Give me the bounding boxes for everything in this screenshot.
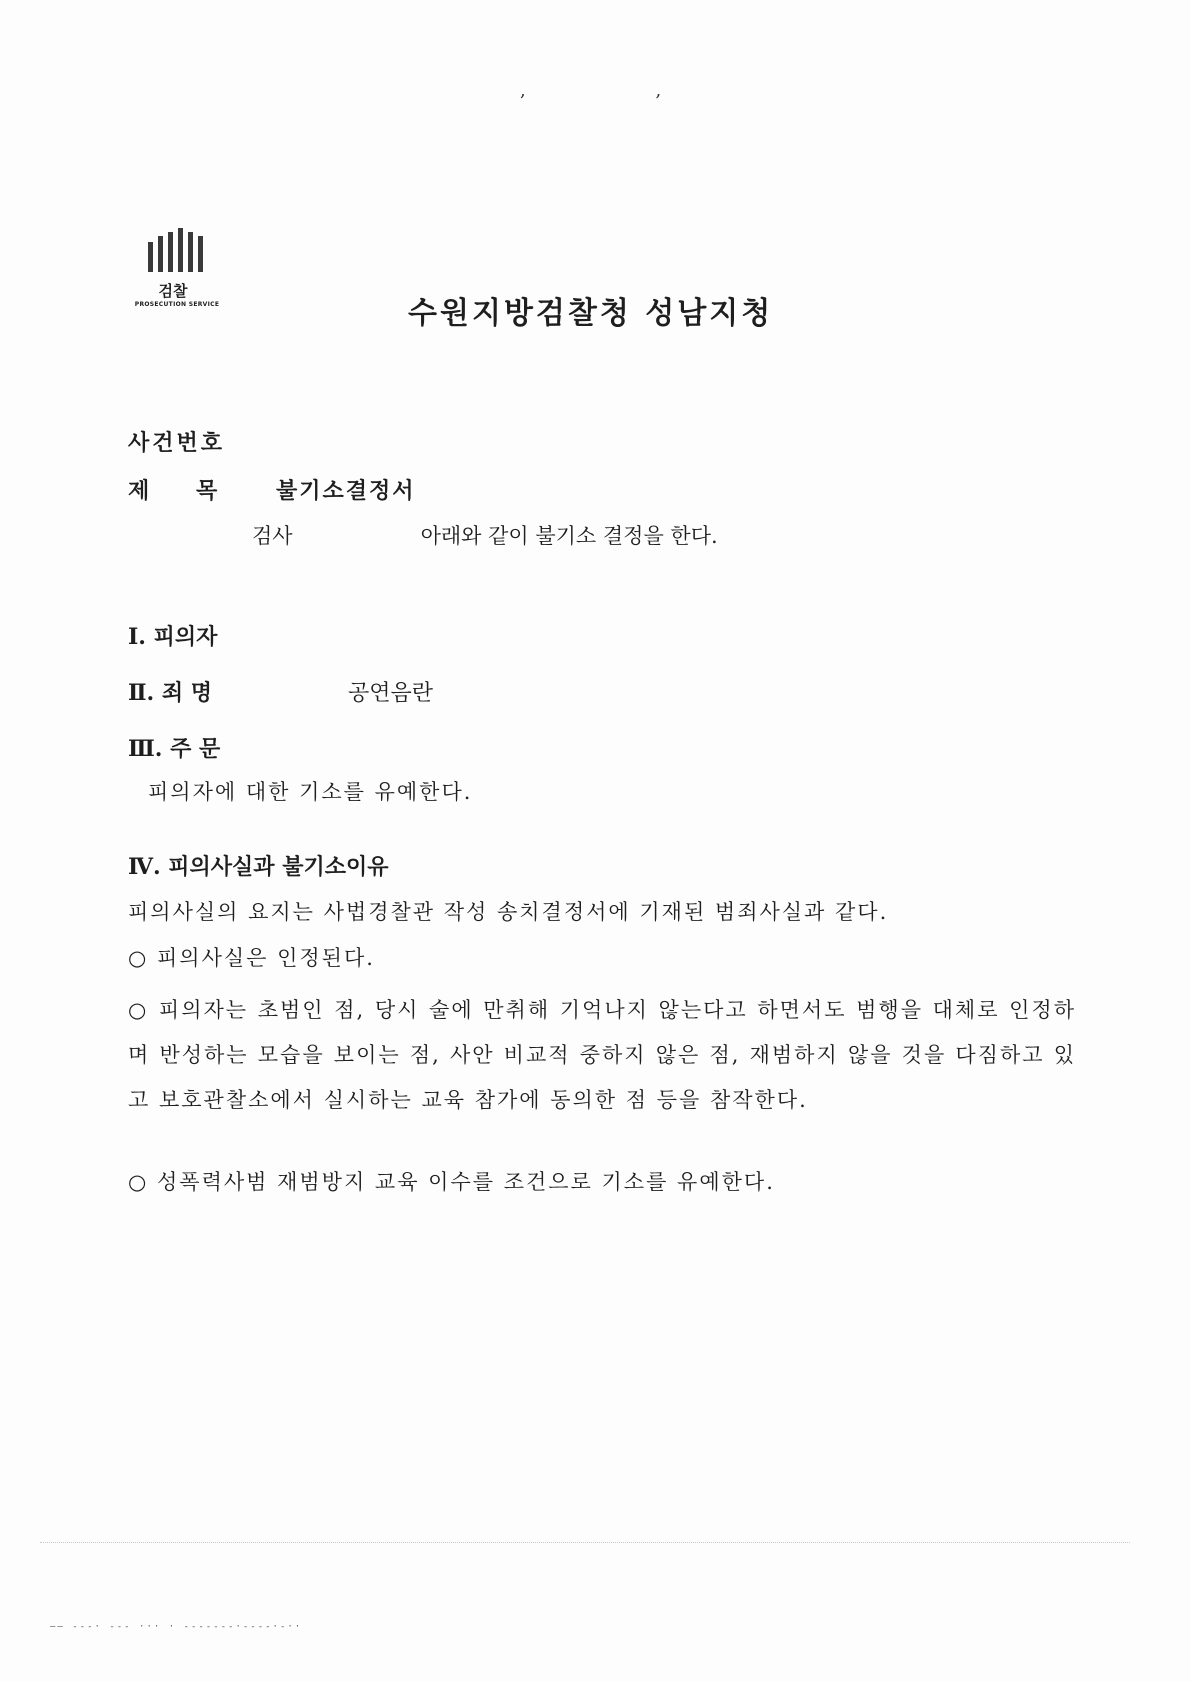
disposition-body: 피의자에 대한 기소를 유예한다.	[148, 780, 473, 804]
logo-name: 검찰	[158, 282, 188, 300]
scan-marks: , ,	[520, 80, 724, 101]
footer-divider	[40, 1542, 1130, 1543]
decision-text: 아래와 같이 불기소 결정을 한다.	[420, 524, 718, 548]
prosecution-logo	[132, 228, 222, 308]
decision-line	[252, 520, 718, 550]
reasons-paragraph-3: ○ 피의자는 초범인 점, 당시 술에 만취해 기억나지 않는다고 하면서도 범행을 대체로 인정하며 반성하는 모습을 보이는 점, 사안 비교적 중하지 않은 점, 재범하지 않을 것을 다짐하고 있고 보호관찰소에서 실시하는 교육 참가에 동의한 점 등을 참작한다.	[128, 998, 1076, 1112]
prosecution-emblem-icon	[148, 228, 222, 272]
subject-label-part2: 목	[196, 478, 218, 504]
section-disposition: Ⅲ. 주 문	[128, 736, 221, 762]
section-suspect: Ⅰ. 피의자	[128, 624, 218, 650]
logo-subtitle: PROSECUTION SERVICE	[134, 301, 220, 308]
office-title: 수원지방검찰청 성남지청	[408, 296, 774, 331]
charge-value: 공연음란	[348, 681, 434, 706]
footer-scan-text: —— ---· --- ··· · -------·----·-··	[50, 1622, 303, 1632]
prosecutor-label: 검사	[252, 524, 293, 548]
reasons-paragraph-2: ○ 피의사실은 인정된다.	[128, 946, 375, 970]
section-charge	[128, 676, 433, 707]
subject-value: 불기소결정서	[276, 478, 416, 504]
case-number-label: 사건번호	[128, 430, 226, 456]
subject-label-part1: 제	[128, 478, 150, 504]
reasons-paragraph-4: ○ 성폭력사범 재범방지 교육 이수를 조건으로 기소를 유예한다.	[128, 1170, 775, 1194]
charge-label: Ⅱ. 죄 명	[128, 680, 213, 706]
reasons-paragraph-1: 피의사실의 요지는 사법경찰관 작성 송치결정서에 기재된 범죄사실과 같다.	[128, 900, 889, 924]
subject-line	[128, 474, 416, 505]
section-reasons: Ⅳ. 피의사실과 불기소이유	[128, 854, 389, 880]
